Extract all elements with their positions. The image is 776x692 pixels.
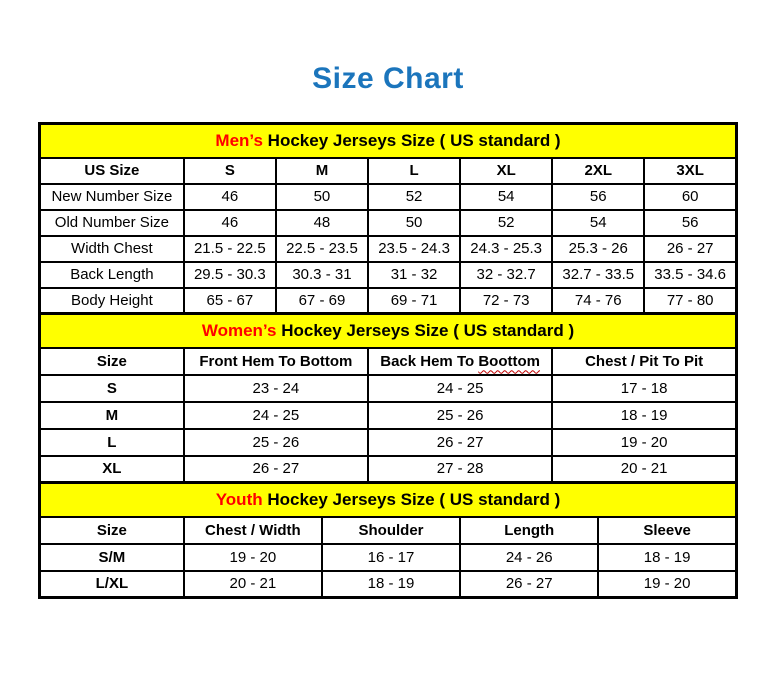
data-cell: 20 - 21 bbox=[552, 456, 736, 483]
data-cell: 26 - 27 bbox=[368, 429, 552, 456]
youth-header-row bbox=[40, 517, 737, 544]
data-cell: 17 - 18 bbox=[552, 375, 736, 402]
data-cell: 67 - 69 bbox=[276, 288, 368, 314]
row-label: New Number Size bbox=[40, 184, 184, 210]
column-header: Front Hem To Bottom bbox=[184, 348, 368, 375]
row-label: Back Length bbox=[40, 262, 184, 288]
row-label: L/XL bbox=[40, 571, 184, 598]
column-header: Length bbox=[460, 517, 598, 544]
data-cell: 20 - 21 bbox=[184, 571, 322, 598]
womens-size-table bbox=[38, 312, 738, 484]
page-title: Size Chart bbox=[312, 62, 464, 95]
table-row bbox=[40, 544, 737, 571]
data-cell: 60 bbox=[644, 184, 736, 210]
data-cell: 52 bbox=[368, 184, 460, 210]
data-cell: 24 - 25 bbox=[368, 375, 552, 402]
table-row bbox=[40, 571, 737, 598]
youth-size-table bbox=[38, 481, 738, 599]
data-cell: 26 - 27 bbox=[644, 236, 736, 262]
data-cell: 23 - 24 bbox=[184, 375, 368, 402]
data-cell: 24.3 - 25.3 bbox=[460, 236, 552, 262]
row-label: S bbox=[40, 375, 184, 402]
mens-section-title bbox=[40, 124, 737, 158]
column-header: Chest / Width bbox=[184, 517, 322, 544]
row-label: M bbox=[40, 402, 184, 429]
row-label: Body Height bbox=[40, 288, 184, 314]
data-cell: 22.5 - 23.5 bbox=[276, 236, 368, 262]
data-cell: 48 bbox=[276, 210, 368, 236]
row-label: Old Number Size bbox=[40, 210, 184, 236]
data-cell: 18 - 19 bbox=[322, 571, 460, 598]
data-cell: 25 - 26 bbox=[368, 402, 552, 429]
mens-size-table bbox=[38, 122, 738, 315]
column-header: S bbox=[184, 158, 276, 184]
column-header: XL bbox=[460, 158, 552, 184]
data-cell: 50 bbox=[276, 184, 368, 210]
table-row bbox=[40, 375, 737, 402]
youth-section-title-text: Hockey Jerseys Size ( US standard ) bbox=[262, 489, 561, 509]
data-cell: 52 bbox=[460, 210, 552, 236]
data-cell: 32.7 - 33.5 bbox=[552, 262, 644, 288]
table-row bbox=[40, 288, 737, 314]
row-label: XL bbox=[40, 456, 184, 483]
data-cell: 54 bbox=[460, 184, 552, 210]
data-cell: 25.3 - 26 bbox=[552, 236, 644, 262]
data-cell: 24 - 26 bbox=[460, 544, 598, 571]
data-cell: 25 - 26 bbox=[184, 429, 368, 456]
data-cell: 19 - 20 bbox=[552, 429, 736, 456]
data-cell: 65 - 67 bbox=[184, 288, 276, 314]
column-header: Size bbox=[40, 517, 184, 544]
data-cell: 46 bbox=[184, 210, 276, 236]
column-header: 2XL bbox=[552, 158, 644, 184]
misspelled-word: Boottom bbox=[478, 352, 540, 370]
row-label: Width Chest bbox=[40, 236, 184, 262]
youth-section-title bbox=[40, 483, 737, 517]
table-row bbox=[40, 402, 737, 429]
data-cell: 23.5 - 24.3 bbox=[368, 236, 460, 262]
data-cell: 74 - 76 bbox=[552, 288, 644, 314]
data-cell: 27 - 28 bbox=[368, 456, 552, 483]
womens-section-title bbox=[40, 314, 737, 348]
row-label: S/M bbox=[40, 544, 184, 571]
data-cell: 46 bbox=[184, 184, 276, 210]
womens-section-title-accent: Women’s bbox=[201, 320, 277, 340]
data-cell: 50 bbox=[368, 210, 460, 236]
data-cell: 31 - 32 bbox=[368, 262, 460, 288]
data-cell: 26 - 27 bbox=[184, 456, 368, 483]
data-cell: 72 - 73 bbox=[460, 288, 552, 314]
data-cell: 16 - 17 bbox=[322, 544, 460, 571]
data-cell: 19 - 20 bbox=[184, 544, 322, 571]
column-header: M bbox=[276, 158, 368, 184]
table-row bbox=[40, 210, 737, 236]
column-header: Sleeve bbox=[598, 517, 736, 544]
youth-section-title-accent: Youth bbox=[215, 489, 263, 509]
row-label: L bbox=[40, 429, 184, 456]
table-row bbox=[40, 236, 737, 262]
data-cell: 29.5 - 30.3 bbox=[184, 262, 276, 288]
column-header: Chest / Pit To Pit bbox=[552, 348, 736, 375]
data-cell: 54 bbox=[552, 210, 644, 236]
data-cell: 77 - 80 bbox=[644, 288, 736, 314]
column-header bbox=[368, 348, 552, 375]
mens-section-title-text: Hockey Jerseys Size ( US standard ) bbox=[262, 130, 561, 150]
data-cell: 26 - 27 bbox=[460, 571, 598, 598]
data-cell: 19 - 20 bbox=[598, 571, 736, 598]
data-cell: 30.3 - 31 bbox=[276, 262, 368, 288]
table-row bbox=[40, 262, 737, 288]
column-header-text: Back Hem To bbox=[380, 352, 479, 370]
data-cell: 33.5 - 34.6 bbox=[644, 262, 736, 288]
size-tables bbox=[38, 122, 738, 599]
table-row bbox=[40, 429, 737, 456]
data-cell: 32 - 32.7 bbox=[460, 262, 552, 288]
mens-header-row bbox=[40, 158, 737, 184]
data-cell: 69 - 71 bbox=[368, 288, 460, 314]
mens-section-title-accent: Men’s bbox=[215, 130, 263, 150]
womens-header-row bbox=[40, 348, 737, 375]
data-cell: 18 - 19 bbox=[598, 544, 736, 571]
table-row bbox=[40, 184, 737, 210]
column-header: US Size bbox=[40, 158, 184, 184]
data-cell: 56 bbox=[644, 210, 736, 236]
column-header: L bbox=[368, 158, 460, 184]
data-cell: 18 - 19 bbox=[552, 402, 736, 429]
column-header: 3XL bbox=[644, 158, 736, 184]
column-header: Size bbox=[40, 348, 184, 375]
data-cell: 21.5 - 22.5 bbox=[184, 236, 276, 262]
data-cell: 56 bbox=[552, 184, 644, 210]
column-header: Shoulder bbox=[322, 517, 460, 544]
womens-section-title-text: Hockey Jerseys Size ( US standard ) bbox=[276, 320, 575, 340]
data-cell: 24 - 25 bbox=[184, 402, 368, 429]
table-row bbox=[40, 456, 737, 483]
